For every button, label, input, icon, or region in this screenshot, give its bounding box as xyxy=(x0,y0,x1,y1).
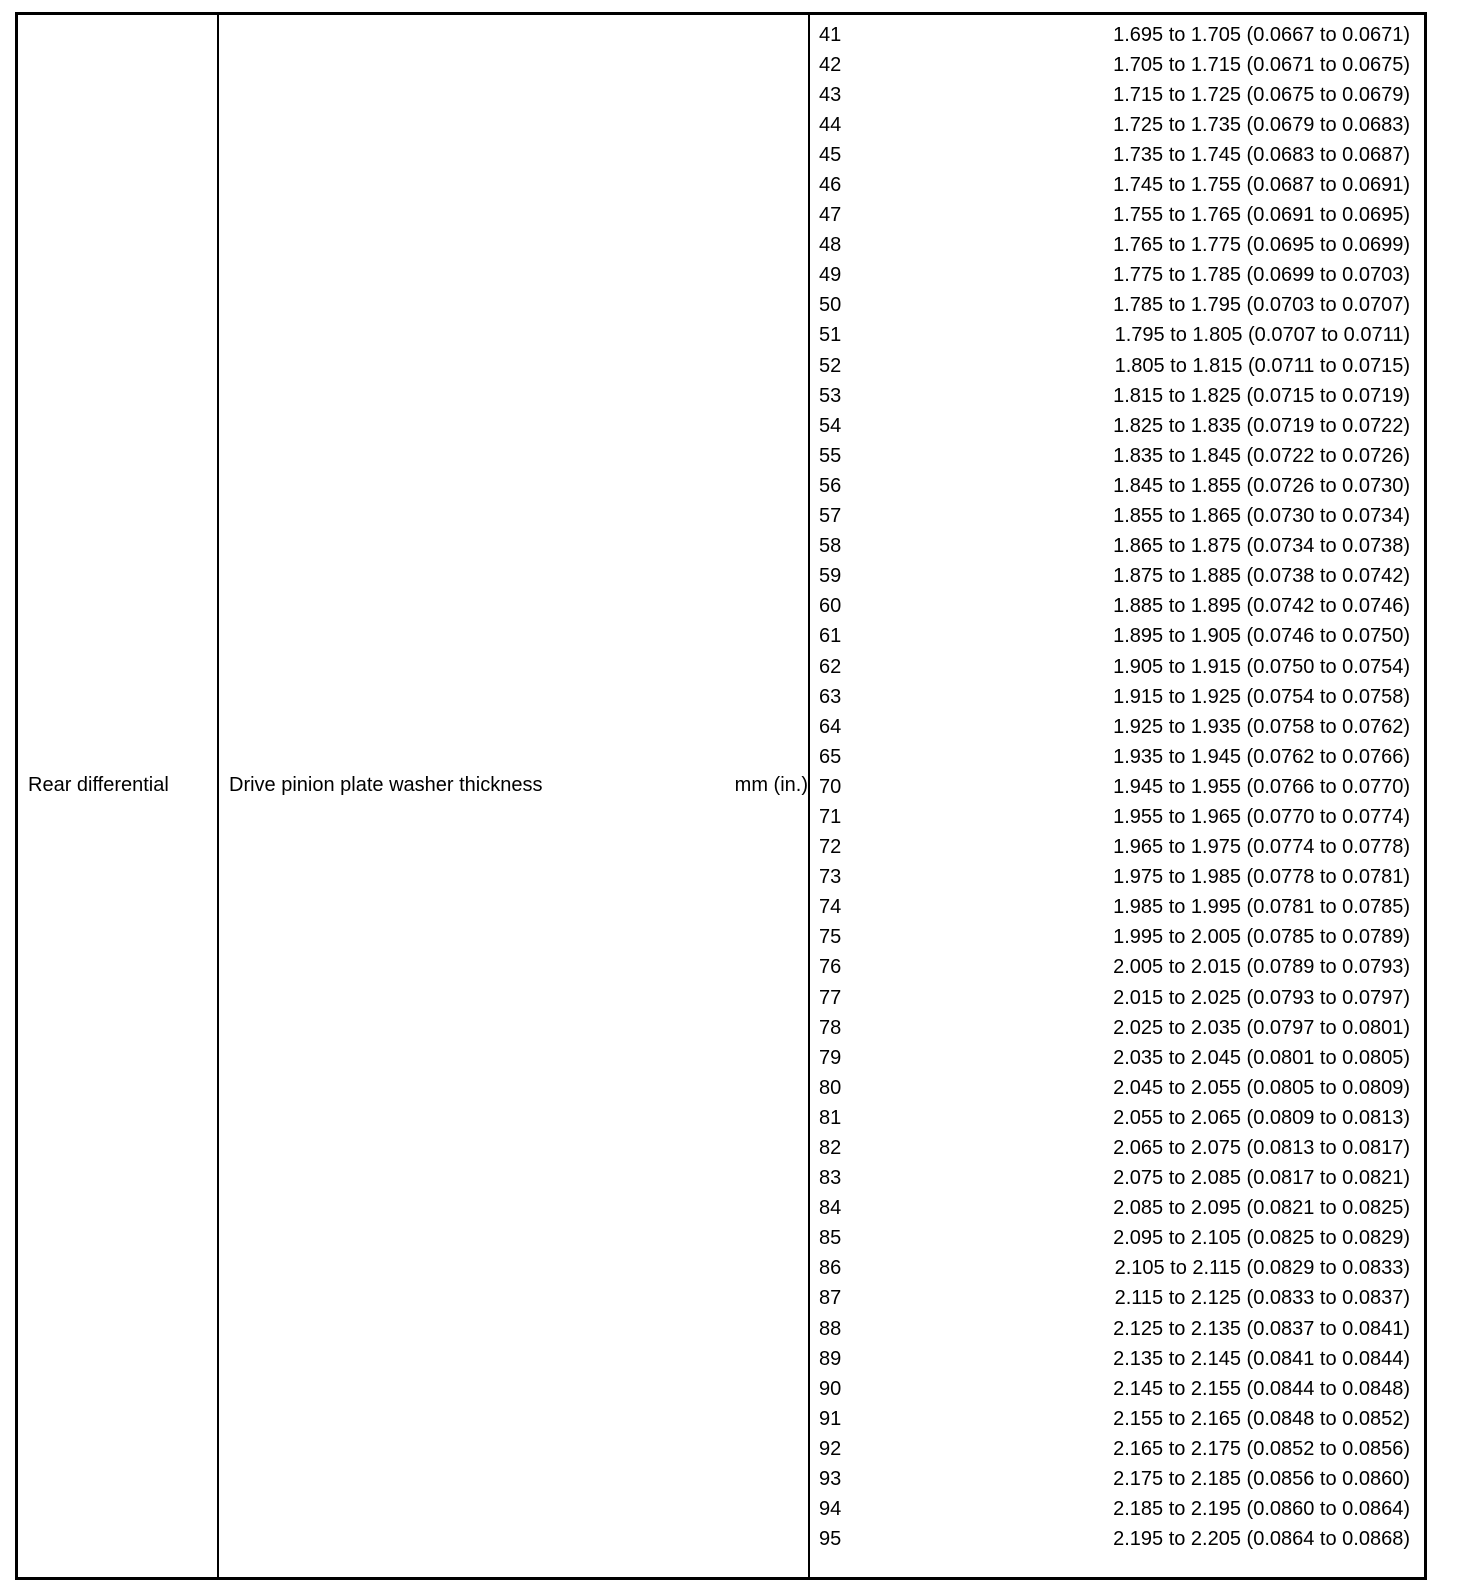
part-number: 83 xyxy=(819,1167,842,1190)
thickness-range: 2.195 to 2.205 (0.0864 to 0.0868) xyxy=(1113,1528,1410,1551)
thickness-range: 1.995 to 2.005 (0.0785 to 0.0789) xyxy=(1113,926,1410,949)
table-row xyxy=(819,923,1410,953)
part-number: 63 xyxy=(819,685,842,708)
table-row xyxy=(819,140,1410,170)
part-number: 56 xyxy=(819,474,842,497)
thickness-range: 1.765 to 1.775 (0.0695 to 0.0699) xyxy=(1113,234,1410,257)
part-number: 65 xyxy=(819,745,842,768)
table-row xyxy=(819,411,1410,441)
thickness-range: 1.985 to 1.995 (0.0781 to 0.0785) xyxy=(1113,896,1410,919)
thickness-range: 1.815 to 1.825 (0.0715 to 0.0719) xyxy=(1113,384,1410,407)
table-row xyxy=(819,1374,1410,1404)
table-row xyxy=(819,742,1410,772)
thickness-range: 1.705 to 1.715 (0.0671 to 0.0675) xyxy=(1113,53,1410,76)
part-number: 64 xyxy=(819,715,842,738)
part-number: 79 xyxy=(819,1046,842,1069)
thickness-range: 1.755 to 1.765 (0.0691 to 0.0695) xyxy=(1113,204,1410,227)
table-row xyxy=(819,652,1410,682)
part-number: 93 xyxy=(819,1468,842,1491)
thickness-range: 1.745 to 1.755 (0.0687 to 0.0691) xyxy=(1113,174,1410,197)
thickness-range: 1.935 to 1.945 (0.0762 to 0.0766) xyxy=(1113,745,1410,768)
thickness-range: 2.065 to 2.075 (0.0813 to 0.0817) xyxy=(1113,1137,1410,1160)
thickness-range: 2.015 to 2.025 (0.0793 to 0.0797) xyxy=(1113,986,1410,1009)
part-number: 70 xyxy=(819,775,842,798)
thickness-range: 1.905 to 1.915 (0.0750 to 0.0754) xyxy=(1113,655,1410,678)
table-row xyxy=(819,802,1410,832)
thickness-range: 2.075 to 2.085 (0.0817 to 0.0821) xyxy=(1113,1167,1410,1190)
part-number: 71 xyxy=(819,805,842,828)
part-number: 72 xyxy=(819,836,842,859)
part-number: 78 xyxy=(819,1016,842,1039)
part-number: 62 xyxy=(819,655,842,678)
table-row xyxy=(819,712,1410,742)
thickness-range: 2.045 to 2.055 (0.0805 to 0.0809) xyxy=(1113,1076,1410,1099)
table-row xyxy=(819,502,1410,532)
table-row xyxy=(819,953,1410,983)
thickness-range: 1.895 to 1.905 (0.0746 to 0.0750) xyxy=(1113,625,1410,648)
part-number: 73 xyxy=(819,866,842,889)
part-number: 46 xyxy=(819,174,842,197)
thickness-range: 1.955 to 1.965 (0.0770 to 0.0774) xyxy=(1113,805,1410,828)
thickness-list xyxy=(819,20,1410,1555)
part-number: 42 xyxy=(819,53,842,76)
part-number: 87 xyxy=(819,1287,842,1310)
thickness-range: 1.785 to 1.795 (0.0703 to 0.0707) xyxy=(1113,294,1410,317)
part-number: 82 xyxy=(819,1137,842,1160)
part-number: 94 xyxy=(819,1498,842,1521)
thickness-range: 1.795 to 1.805 (0.0707 to 0.0711) xyxy=(1114,324,1410,347)
part-number: 85 xyxy=(819,1227,842,1250)
part-number: 48 xyxy=(819,234,842,257)
table-row xyxy=(819,381,1410,411)
thickness-range: 1.945 to 1.955 (0.0766 to 0.0770) xyxy=(1113,775,1410,798)
unit-cell: mm (in.) xyxy=(734,774,808,796)
table-row xyxy=(819,1254,1410,1284)
part-number: 76 xyxy=(819,956,842,979)
table-row xyxy=(819,1013,1410,1043)
part-number: 81 xyxy=(819,1106,842,1129)
table-row xyxy=(819,20,1410,50)
part-number: 49 xyxy=(819,264,842,287)
table-row xyxy=(819,471,1410,501)
part-number: 50 xyxy=(819,294,842,317)
table-row xyxy=(819,1495,1410,1525)
table-row xyxy=(819,1133,1410,1163)
table-row xyxy=(819,532,1410,562)
table-row xyxy=(819,231,1410,261)
part-number: 60 xyxy=(819,595,842,618)
thickness-range: 2.155 to 2.165 (0.0848 to 0.0852) xyxy=(1113,1407,1410,1430)
thickness-range: 2.055 to 2.065 (0.0809 to 0.0813) xyxy=(1113,1106,1410,1129)
part-number: 92 xyxy=(819,1437,842,1460)
thickness-range: 2.025 to 2.035 (0.0797 to 0.0801) xyxy=(1113,1016,1410,1039)
thickness-range: 1.875 to 1.885 (0.0738 to 0.0742) xyxy=(1113,565,1410,588)
part-number: 53 xyxy=(819,384,842,407)
thickness-range: 1.885 to 1.895 (0.0742 to 0.0746) xyxy=(1113,595,1410,618)
table-row xyxy=(819,682,1410,712)
table-row xyxy=(819,1314,1410,1344)
thickness-range: 1.695 to 1.705 (0.0667 to 0.0671) xyxy=(1113,23,1410,46)
thickness-range: 2.005 to 2.015 (0.0789 to 0.0793) xyxy=(1113,956,1410,979)
part-number: 51 xyxy=(819,324,842,347)
thickness-range: 1.735 to 1.745 (0.0683 to 0.0687) xyxy=(1113,143,1410,166)
part-number: 58 xyxy=(819,535,842,558)
table-row xyxy=(819,1164,1410,1194)
table-row xyxy=(819,1194,1410,1224)
thickness-range: 1.725 to 1.735 (0.0679 to 0.0683) xyxy=(1113,113,1410,136)
column-divider xyxy=(217,15,219,1577)
table-row xyxy=(819,1103,1410,1133)
thickness-range: 1.775 to 1.785 (0.0699 to 0.0703) xyxy=(1113,264,1410,287)
table-row xyxy=(819,1043,1410,1073)
table-row xyxy=(819,592,1410,622)
table-row xyxy=(819,1434,1410,1464)
table-row xyxy=(819,772,1410,802)
thickness-range: 2.165 to 2.175 (0.0852 to 0.0856) xyxy=(1113,1437,1410,1460)
table-row xyxy=(819,893,1410,923)
table-row xyxy=(819,291,1410,321)
part-number: 77 xyxy=(819,986,842,1009)
part-number: 89 xyxy=(819,1347,842,1370)
part-number: 95 xyxy=(819,1528,842,1551)
part-number: 54 xyxy=(819,414,842,437)
table-row xyxy=(819,351,1410,381)
thickness-range: 2.145 to 2.155 (0.0844 to 0.0848) xyxy=(1113,1377,1410,1400)
thickness-range: 2.185 to 2.195 (0.0860 to 0.0864) xyxy=(1113,1498,1410,1521)
table-row xyxy=(819,863,1410,893)
part-number: 45 xyxy=(819,143,842,166)
table-row xyxy=(819,1224,1410,1254)
thickness-range: 1.925 to 1.935 (0.0758 to 0.0762) xyxy=(1113,715,1410,738)
part-number: 59 xyxy=(819,565,842,588)
part-number: 57 xyxy=(819,505,842,528)
part-number: 90 xyxy=(819,1377,842,1400)
column-divider xyxy=(808,15,810,1577)
part-number: 75 xyxy=(819,926,842,949)
part-number: 44 xyxy=(819,113,842,136)
thickness-range: 1.975 to 1.985 (0.0778 to 0.0781) xyxy=(1113,866,1410,889)
table-row xyxy=(819,1073,1410,1103)
thickness-range: 2.085 to 2.095 (0.0821 to 0.0825) xyxy=(1113,1197,1410,1220)
part-number: 74 xyxy=(819,896,842,919)
table-row xyxy=(819,261,1410,291)
thickness-range: 1.915 to 1.925 (0.0754 to 0.0758) xyxy=(1113,685,1410,708)
thickness-range: 1.715 to 1.725 (0.0675 to 0.0679) xyxy=(1113,83,1410,106)
thickness-range: 2.105 to 2.115 (0.0829 to 0.0833) xyxy=(1114,1257,1410,1280)
part-number: 61 xyxy=(819,625,842,648)
table-row xyxy=(819,833,1410,863)
table-row xyxy=(819,321,1410,351)
thickness-range: 2.115 to 2.125 (0.0833 to 0.0837) xyxy=(1114,1287,1410,1310)
part-number: 47 xyxy=(819,204,842,227)
thickness-range: 1.845 to 1.855 (0.0726 to 0.0730) xyxy=(1113,474,1410,497)
thickness-range: 1.835 to 1.845 (0.0722 to 0.0726) xyxy=(1113,444,1410,467)
table-row xyxy=(819,441,1410,471)
thickness-range: 1.965 to 1.975 (0.0774 to 0.0778) xyxy=(1113,836,1410,859)
table-row xyxy=(819,1344,1410,1374)
part-number: 43 xyxy=(819,83,842,106)
table-row xyxy=(819,562,1410,592)
table-row xyxy=(819,622,1410,652)
part-number: 88 xyxy=(819,1317,842,1340)
part-number: 91 xyxy=(819,1407,842,1430)
table-row xyxy=(819,50,1410,80)
thickness-range: 1.805 to 1.815 (0.0711 to 0.0715) xyxy=(1114,354,1410,377)
table-row xyxy=(819,110,1410,140)
table-row xyxy=(819,1404,1410,1434)
part-number: 52 xyxy=(819,354,842,377)
table-row xyxy=(819,201,1410,231)
spec-table xyxy=(15,12,1427,1580)
table-row xyxy=(819,1284,1410,1314)
table-row xyxy=(819,80,1410,110)
table-row xyxy=(819,1465,1410,1495)
part-number: 55 xyxy=(819,444,842,467)
part-number: 84 xyxy=(819,1197,842,1220)
table-row xyxy=(819,1525,1410,1555)
part-number: 41 xyxy=(819,23,842,46)
thickness-range: 2.175 to 2.185 (0.0856 to 0.0860) xyxy=(1113,1468,1410,1491)
part-number: 80 xyxy=(819,1076,842,1099)
table-row xyxy=(819,170,1410,200)
table-row xyxy=(819,983,1410,1013)
thickness-range: 1.855 to 1.865 (0.0730 to 0.0734) xyxy=(1113,505,1410,528)
part-number: 86 xyxy=(819,1257,842,1280)
thickness-range: 1.825 to 1.835 (0.0719 to 0.0722) xyxy=(1113,414,1410,437)
thickness-range: 1.865 to 1.875 (0.0734 to 0.0738) xyxy=(1113,535,1410,558)
thickness-range: 2.095 to 2.105 (0.0825 to 0.0829) xyxy=(1113,1227,1410,1250)
item-cell: Drive pinion plate washer thickness xyxy=(229,774,543,796)
thickness-range: 2.135 to 2.145 (0.0841 to 0.0844) xyxy=(1113,1347,1410,1370)
thickness-range: 2.125 to 2.135 (0.0837 to 0.0841) xyxy=(1113,1317,1410,1340)
thickness-range: 2.035 to 2.045 (0.0801 to 0.0805) xyxy=(1113,1046,1410,1069)
component-cell: Rear differential xyxy=(28,774,169,796)
